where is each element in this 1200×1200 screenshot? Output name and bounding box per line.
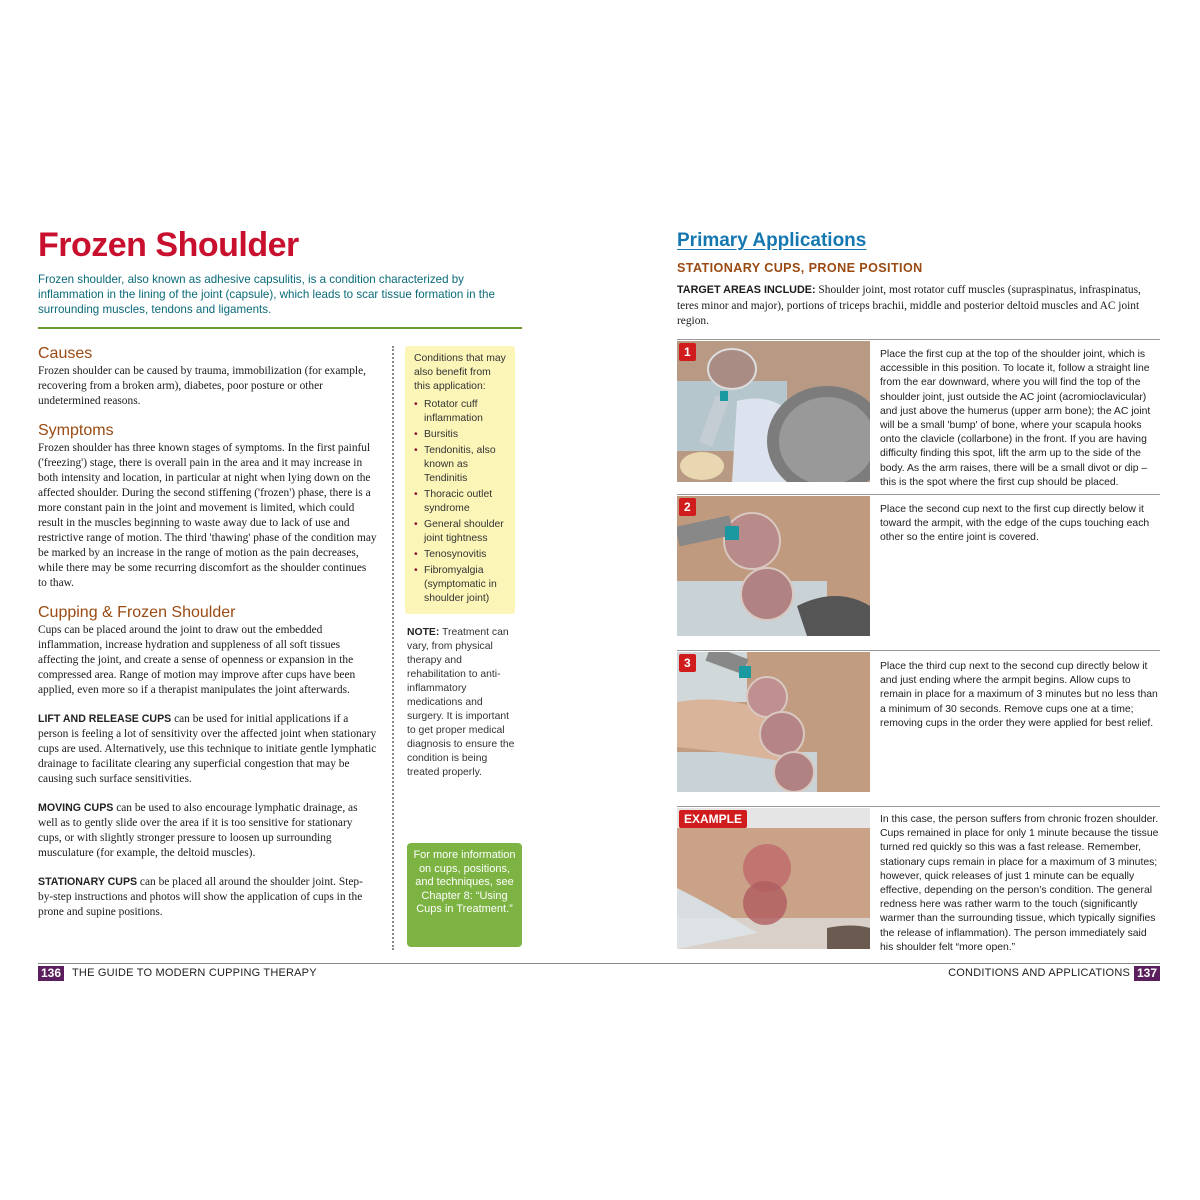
section-divider [38,327,522,329]
target-label: TARGET AREAS INCLUDE: [677,284,816,296]
list-item [414,398,509,426]
step-2-text: Place the second cup next to the first cup directly below it toward the armpit, with the edge of the cups touching each other so the entire joint is covered. [880,504,1150,544]
step-3-text: Place the third cup next to the second cup directly below it and just ending where the armpit begins. Allow cups to remain in place for a maximum of 3 minutes but no less than a minimum of 30 seconds. Remove cups one at a time; removing cups in the order they were applied for best relief. [880,661,1158,729]
redness-photo-image [677,808,870,949]
example-photo [677,808,870,949]
heading-causes: Causes [38,345,93,362]
step-3-photo [677,652,870,792]
condition-label: Tendonitis, also known as Tendinitis [424,445,496,484]
footer-divider [38,963,1160,964]
running-footer-left: THE GUIDE TO MODERN CUPPING THERAPY [72,967,317,979]
technique-label: STATIONARY CUPS [38,876,138,888]
conditions-sidebar [405,346,515,614]
target-body: Shoulder joint, most rotator cuff muscles (supraspinatus, infraspinatus, teres minor and major), portions of triceps brachii, middle and posterior deltoid muscles and AC joint region. [677,284,1141,327]
running-footer-right: CONDITIONS AND APPLICATIONS [948,967,1130,979]
step-divider [677,339,1160,340]
column-divider [392,346,394,950]
step-2-photo [677,496,870,636]
technique-label: MOVING CUPS [38,802,114,814]
technique-lift-release [38,712,378,787]
causes-body: Frozen shoulder can be caused by trauma, immobilization (for example, recovering from a broken arm), diabetes, poor posture or other undetermined reasons. [38,365,367,407]
technique-body: can be placed all around the shoulder joint. Step-by-step instructions and photos will show the application of cups in the prone and supine positions. [38,876,363,918]
list-item [414,518,509,546]
symptoms-body: Frozen shoulder has three known stages of symptoms. In the first painful ('freezing') stage, there is overall pain in the area and it may increase in both intensity and location, in particular at night when lying down on the affected shoulder. During the second stiffening ('frozen') phase, there is a more constant pain in the joint and movement is limited, which could result in the muscles beginning to waste away due to lack of use and restrictive range of motion. The third 'thawing' phase of the condition may be marked by an increase in the range of motion as the pain decreases, while there may be some recurring discomfort as the shoulder continues to thaw. [38,442,377,589]
shoulder-photo-image [677,496,870,636]
cupping-body: Cups can be placed around the joint to draw out the embedded inflammation, increase hydration and suppleness of all soft tissues affecting the joint, and create a sense of openness or expansion in the compressed area. Range of motion may improve after cups have been applied, even more so if a therapist manipulates the joint afterwards. [38,624,356,696]
condition-label: Tenosynovitis [424,549,487,560]
example-text: In this case, the person suffers from chronic frozen shoulder. Cups remained in place for only 1 minute because the tissue turned red quickly so this was a fast release. Remember, stationary cups remain in place for a maximum of 3 minutes; however, quick releases of just 1 minute can be equally effective, depending on the person’s condition. The general redness here was rather warm to the touch (significantly warmer than the surrounding tissue, which typically signifies the release of inflammation). The person immediately said his shoulder felt “more open.” [880,814,1159,953]
conditions-heading: Conditions that may also benefit from this application: [414,353,506,392]
shoulder-photo-image [677,341,870,482]
intro-paragraph: Frozen shoulder, also known as adhesive capsulitis, is a condition characterized by inflammation in the lining of the joint (capsule), which leads to scar tissue formation in the surrounding muscles, tendons and ligaments. [38,273,495,316]
conditions-list [414,398,509,606]
note-label: NOTE: [407,627,440,638]
chapter-reference-callout: For more information on cups, positions, and techniques, see Chapter 8: “Using Cups in Treatment.” [407,843,522,947]
heading-cupping: Cupping & Frozen Shoulder [38,604,236,621]
list-item [414,444,509,486]
condition-label: Thoracic outlet syndrome [424,489,493,514]
treatment-note [407,626,519,780]
bullet-icon: • [414,445,418,456]
shoulder-photo-image [677,652,870,792]
note-body: Treatment can vary, from physical therapy and rehabilitation to anti-inflammatory medications and surgery. It is important to get proper medical diagnosis to ensure the condition is being treated properly. [407,627,515,778]
bullet-icon: • [414,565,418,576]
technique-stationary [38,875,378,920]
position-subtitle: STATIONARY CUPS, PRONE POSITION [677,261,923,275]
step-divider [677,494,1160,495]
condition-label: Rotator cuff inflammation [424,399,483,424]
step-divider [677,650,1160,651]
step-1-photo [677,341,870,482]
target-areas [677,283,1162,330]
condition-label: General shoulder joint tightness [424,519,504,544]
page-number-left: 136 [38,966,64,981]
bullet-icon: • [414,519,418,530]
condition-label: Bursitis [424,429,459,440]
list-item [414,428,509,442]
example-badge: EXAMPLE [679,810,747,828]
technique-body: can be used for initial applications if a person is feeling a lot of sensitivity over the affected joint when stationary cups are used. Alternatively, use this technique to initiate gentle lymphatic drainage to facilitate clearing any superficial congestion that may be causing such surface sensitivities. [38,713,377,785]
main-column [38,344,378,920]
technique-label: LIFT AND RELEASE CUPS [38,713,172,725]
step-divider [677,806,1160,807]
bullet-icon: • [414,399,418,410]
primary-applications-title: Primary Applications [677,230,867,251]
list-item [414,564,509,606]
technique-moving [38,801,378,861]
bullet-icon: • [414,549,418,560]
condition-label: Fibromyalgia (symptomatic in shoulder joint) [424,565,497,604]
step-badge: 3 [679,654,696,672]
list-item [414,488,509,516]
technique-body: can be used to also encourage lymphatic drainage, as well as to gently slide over the area if it is too sensitive for stationary cups, or with slightly stronger pressure to loosen up surrounding musculature (for example, the deltoid muscles). [38,802,358,859]
step-badge: 1 [679,343,696,361]
bullet-icon: • [414,429,418,440]
heading-symptoms: Symptoms [38,422,114,439]
list-item [414,548,509,562]
step-badge: 2 [679,498,696,516]
page-title: Frozen Shoulder [38,226,299,264]
page-number-right: 137 [1134,966,1160,981]
step-1-text: Place the first cup at the top of the shoulder joint, which is accessible in this position. To locate it, follow a straight line from the ear downward, where you will find the top of the shoulder joint, just outside the AC joint (acromioclavicular) and just above the humerus (upper arm bone); the AC joint will be a small 'bump' of bone, where your scapula hooks onto the clavicle (collarbone) in the front. If you are having difficulty finding this spot, lift the arm up to the side of the body. As the arm raises, there will be a small divot or dip – this is the spot where the first cup should be placed. [880,349,1151,488]
bullet-icon: • [414,489,418,500]
